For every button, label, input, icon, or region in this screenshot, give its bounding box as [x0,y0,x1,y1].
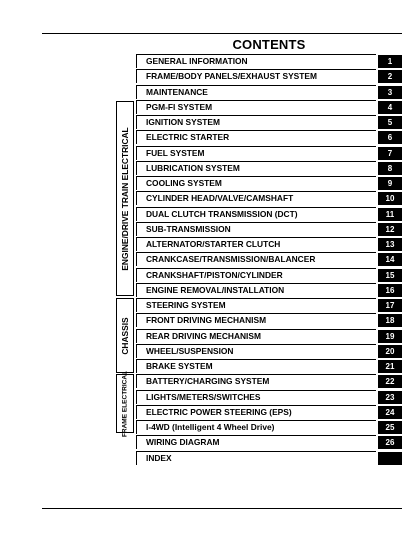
toc-row[interactable] [136,176,402,191]
toc-tab-number: 23 [378,391,402,404]
toc-tab-number: 3 [378,86,402,99]
toc-tab-number: 5 [378,116,402,129]
toc-row[interactable] [136,161,402,176]
toc-tab-number: 22 [378,375,402,388]
toc-tab-number: 14 [378,253,402,266]
toc-entry-label: DUAL CLUTCH TRANSMISSION (DCT) [136,207,376,221]
toc-tab-number: 10 [378,192,402,205]
toc-entry-label: MAINTENANCE [136,85,376,99]
toc-row[interactable] [136,435,402,450]
toc-entry-label: BATTERY/CHARGING SYSTEM [136,374,376,388]
toc-row[interactable] [136,344,402,359]
toc-row[interactable] [136,329,402,344]
group-label-frame: FRAME ELECTRICAL [121,370,129,437]
toc-entry-label: COOLING SYSTEM [136,176,376,190]
toc-row[interactable] [136,405,402,420]
toc-tab-number: 19 [378,330,402,343]
toc-tab-number: 25 [378,421,402,434]
toc-row[interactable] [136,420,402,435]
toc-tab-number: 11 [378,208,402,221]
toc-tab-number: 12 [378,223,402,236]
toc-tab-number [378,452,402,465]
toc-tab-number: 9 [378,177,402,190]
toc-tab-number: 4 [378,101,402,114]
toc-entry-label: FRONT DRIVING MECHANISM [136,313,376,327]
toc-entry-label: PGM-FI SYSTEM [136,100,376,114]
toc-row[interactable] [136,100,402,115]
toc-entry-label: IGNITION SYSTEM [136,115,376,129]
toc-row[interactable] [136,252,402,267]
toc-tab-number: 24 [378,406,402,419]
group-label-chassis: CHASSIS [120,316,130,355]
toc-tab-number: 7 [378,147,402,160]
toc-tab-number: 20 [378,345,402,358]
toc-tab-number: 13 [378,238,402,251]
toc-row[interactable] [136,374,402,389]
group-frame-electrical [116,370,134,437]
toc-row[interactable] [136,268,402,283]
toc-entry-label: CRANKCASE/TRANSMISSION/BALANCER [136,252,376,266]
toc-entry-label: LUBRICATION SYSTEM [136,161,376,175]
toc-row[interactable] [136,191,402,206]
toc-tab-number: 1 [378,55,402,68]
toc-tab-number: 26 [378,436,402,449]
toc-tab-number: 17 [378,299,402,312]
top-rule [42,33,402,34]
toc-row[interactable] [136,130,402,145]
toc-tab-number: 21 [378,360,402,373]
toc-entry-label: CRANKSHAFT/PISTON/CYLINDER [136,268,376,282]
toc-tab-number: 8 [378,162,402,175]
toc-entry-label: I-4WD (Intelligent 4 Wheel Drive) [136,420,376,434]
toc-entry-label: SUB-TRANSMISSION [136,222,376,236]
group-chassis [116,298,134,373]
toc-row[interactable] [136,359,402,374]
toc-entry-label: FUEL SYSTEM [136,146,376,160]
toc-entry-label: ENGINE REMOVAL/INSTALLATION [136,283,376,297]
toc-row[interactable] [136,237,402,252]
toc-entry-label: STEERING SYSTEM [136,298,376,312]
toc-entry-label: FRAME/BODY PANELS/EXHAUST SYSTEM [136,69,376,83]
toc-row[interactable] [136,283,402,298]
toc-row[interactable] [136,313,402,328]
page-title: CONTENTS [232,37,306,52]
toc-entry-label: CYLINDER HEAD/VALVE/CAMSHAFT [136,191,376,205]
toc-entry-label: ELECTRIC STARTER [136,130,376,144]
toc-entry-label: WHEEL/SUSPENSION [136,344,376,358]
toc-row[interactable] [136,207,402,222]
toc-entry-label: ALTERNATOR/STARTER CLUTCH [136,237,376,251]
toc-tab-number: 18 [378,314,402,327]
toc-row[interactable] [136,298,402,313]
toc-row[interactable] [136,146,402,161]
bottom-rule [42,508,402,509]
toc-entry-label: REAR DRIVING MECHANISM [136,329,376,343]
toc-row[interactable] [136,85,402,100]
toc-entry-label: ELECTRIC POWER STEERING (EPS) [136,405,376,419]
toc-tab-number: 16 [378,284,402,297]
toc-tab-number: 15 [378,269,402,282]
toc-entry-label: GENERAL INFORMATION [136,54,376,68]
toc-entry-label: INDEX [136,451,376,465]
toc-entry-label: WIRING DIAGRAM [136,435,376,449]
group-label-engine: ENGINE/DRIVE TRAIN ELECTRICAL [120,126,130,271]
toc-entry-label: LIGHTS/METERS/SWITCHES [136,390,376,404]
toc-row[interactable] [136,54,402,69]
toc-tab-number: 2 [378,70,402,83]
group-engine-drive-train-electrical [116,101,134,296]
toc-tab-number: 6 [378,131,402,144]
toc-row[interactable] [136,390,402,405]
toc-entry-label: BRAKE SYSTEM [136,359,376,373]
toc-row[interactable] [136,451,402,466]
toc-row[interactable] [136,69,402,84]
toc-row[interactable] [136,222,402,237]
toc-row[interactable] [136,115,402,130]
